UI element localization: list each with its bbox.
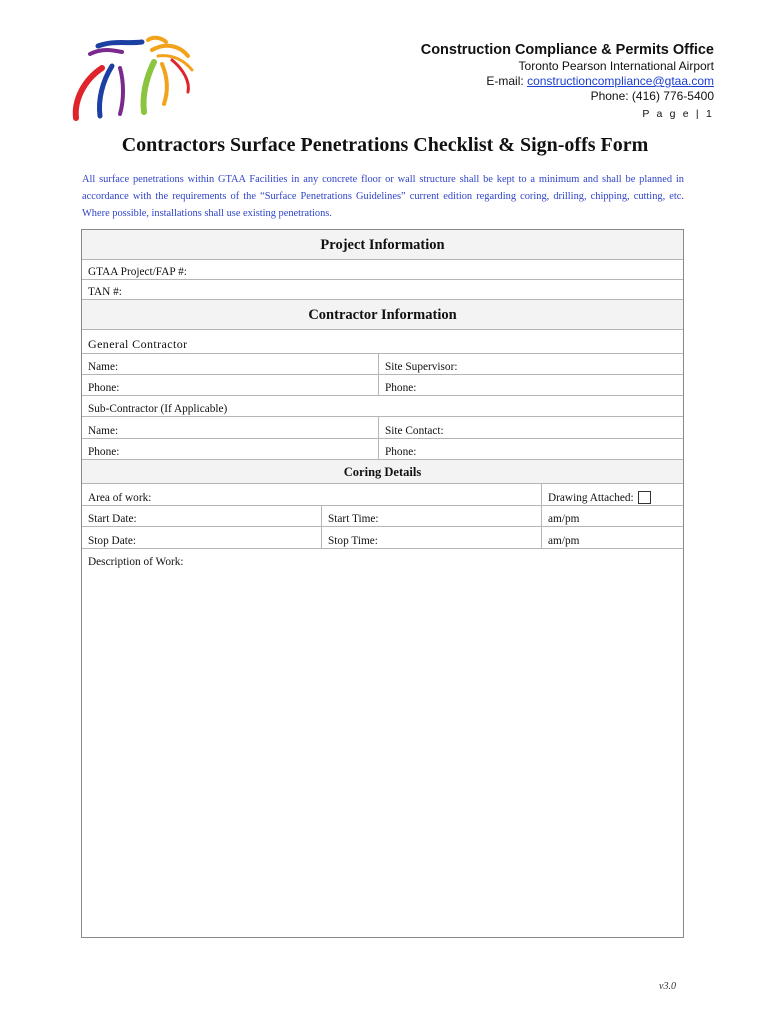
form-title: Contractors Surface Penetrations Checklist & Sign-offs Form <box>121 134 649 156</box>
sub-contractor-text: Sub-Contractor (If Applicable) <box>88 403 228 415</box>
gc-supervisor-phone-label: Phone: <box>385 382 417 394</box>
general-contractor-text: General Contractor <box>88 337 188 351</box>
stop-ampm-label: am/pm <box>548 535 580 547</box>
sub-site-contact-field[interactable] <box>378 417 683 438</box>
gc-phone-field[interactable] <box>82 375 378 395</box>
contractor-info-heading: Contractor Information <box>82 300 683 330</box>
sub-contact-phone-label: Phone: <box>385 446 417 458</box>
stop-date-field[interactable] <box>82 527 321 548</box>
stop-time-label: Stop Time: <box>328 535 378 547</box>
description-label-row <box>82 549 683 569</box>
start-date-label: Start Date: <box>88 513 137 525</box>
drawing-attached <box>541 484 683 505</box>
project-info-heading: Project Information <box>82 230 683 260</box>
area-label: Area of work: <box>88 492 152 504</box>
stop-time-field[interactable] <box>321 527 541 548</box>
area-field[interactable] <box>82 484 541 505</box>
general-contractor-label <box>82 330 683 354</box>
sub-phone-field[interactable] <box>82 439 378 459</box>
email-label: E-mail: <box>486 74 528 88</box>
gc-phone-row <box>82 375 683 396</box>
start-ampm-field[interactable] <box>541 506 683 526</box>
gc-name-field[interactable] <box>82 354 378 374</box>
start-time-field[interactable] <box>321 506 541 526</box>
sub-name-field[interactable] <box>82 417 378 438</box>
description-area[interactable] <box>82 569 683 937</box>
start-ampm-label: am/pm <box>548 513 580 525</box>
office-header <box>421 42 714 122</box>
tan-label: TAN #: <box>88 286 122 298</box>
gc-supervisor-phone-field[interactable] <box>378 375 683 395</box>
start-date-field[interactable] <box>82 506 321 526</box>
stop-ampm-field[interactable] <box>541 527 683 548</box>
office-name: Construction Compliance & Permits Office <box>420 42 714 58</box>
tan-field[interactable] <box>82 280 683 300</box>
drawing-label: Drawing Attached: <box>548 492 634 504</box>
sub-contractor-label <box>82 396 683 417</box>
start-row <box>82 506 683 527</box>
office-email-line <box>421 74 714 89</box>
fap-label: GTAA Project/FAP #: <box>88 266 187 278</box>
sub-contact-phone-field[interactable] <box>378 439 683 459</box>
email-link[interactable]: constructioncompliance@gtaa.com <box>527 74 714 88</box>
start-time-label: Start Time: <box>328 513 379 525</box>
sub-phone-row <box>82 439 683 460</box>
sub-site-contact-label: Site Contact: <box>385 425 444 437</box>
gc-name-label: Name: <box>88 361 119 373</box>
stop-row <box>82 527 683 549</box>
version-label: v3.0 <box>659 981 676 992</box>
sub-name-row <box>82 417 683 439</box>
area-row <box>82 484 683 506</box>
fap-field[interactable] <box>82 260 683 280</box>
office-location: Toronto Pearson International Airport <box>518 59 714 73</box>
gc-phone-label: Phone: <box>88 382 120 394</box>
gc-supervisor-field[interactable] <box>378 354 683 374</box>
gc-supervisor-label: Site Supervisor: <box>385 361 458 373</box>
coring-details-heading: Coring Details <box>82 460 683 484</box>
description-label: Description of Work: <box>88 556 184 568</box>
drawing-checkbox[interactable] <box>638 491 651 504</box>
sub-phone-label: Phone: <box>88 446 120 458</box>
gc-name-row <box>82 354 683 375</box>
sub-name-label: Name: <box>88 425 119 437</box>
office-phone: Phone: (416) 776-5400 <box>590 89 714 103</box>
stop-date-label: Stop Date: <box>88 535 137 547</box>
page-number: P a g e | 1 <box>642 108 714 120</box>
intro-paragraph: All surface penetrations within GTAA Facilities in any concrete floor or wall structure shall be kept to a minimum and shall be planned in accordance with the requirements of the “Surface Penetrations Guidelines” current edition regarding coring, drilling, chipping, cutting, etc. Where possible, installations shall use existing penetrations. <box>82 174 684 219</box>
gtaa-logo <box>62 30 202 130</box>
form-table <box>81 229 684 938</box>
